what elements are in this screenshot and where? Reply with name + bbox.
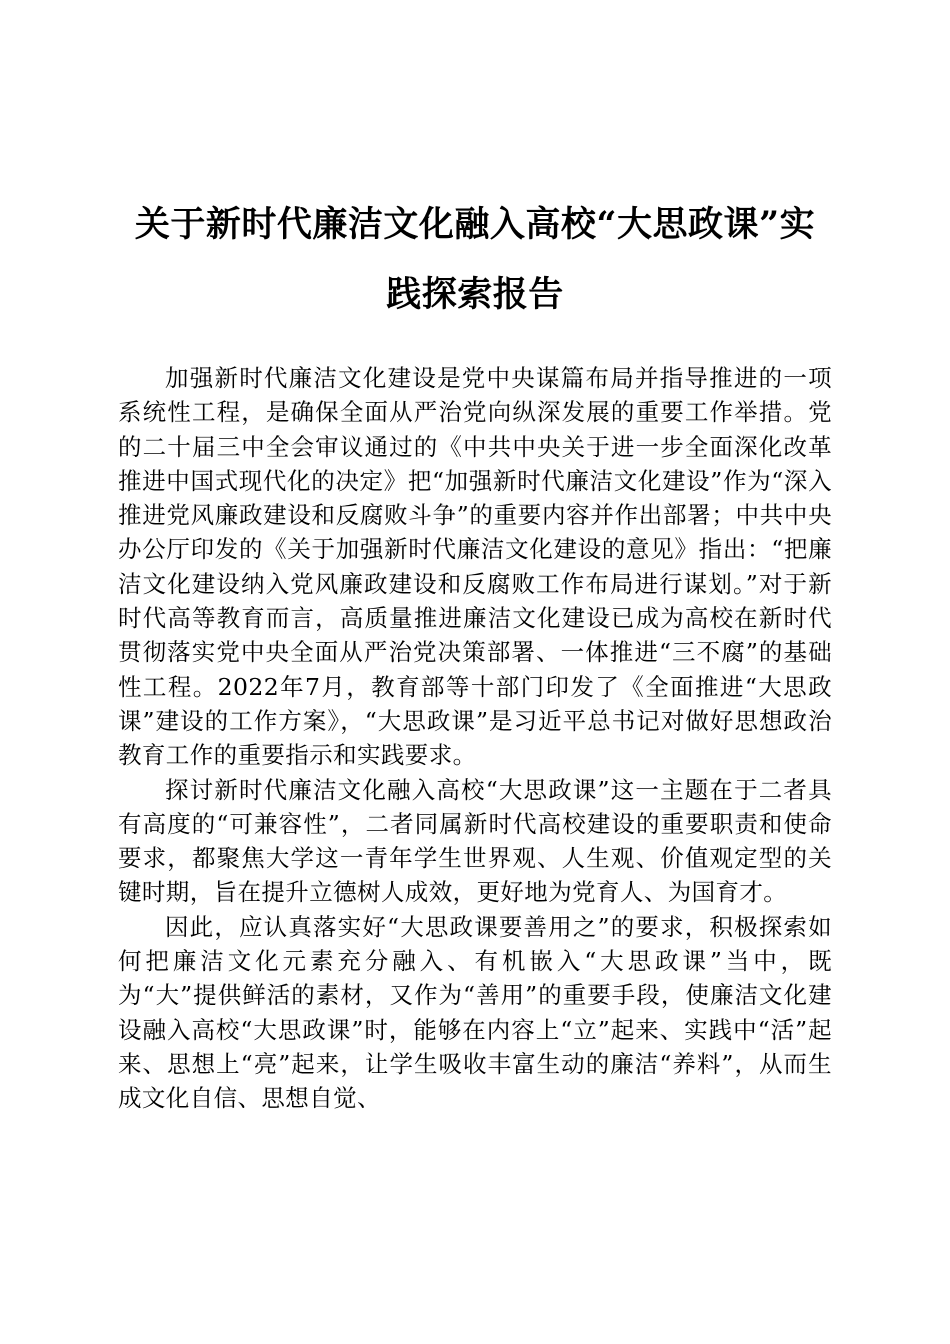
document-body [118,361,832,1116]
paragraph-1: 加强新时代廉洁文化建设是党中央谋篇布局并指导推进的一项系统性工程，是确保全面从严治党向纵深发展的重要工作举措。党的二十届三中全会审议通过的《中共中央关于进一步全面深化改革推进中国式现代化的决定》把“加强新时代廉洁文化建设”作为“深入推进党风廉政建设和反腐败斗争”的重要内容并作出部署；中共中央办公厅印发的《关于加强新时代廉洁文化建设的意见》指出：“把廉洁文化建设纳入党风廉政建设和反腐败工作布局进行谋划。”对于新时代高等教育而言，高质量推进廉洁文化建设已成为高校在新时代贯彻落实党中央全面从严治党决策部署、一体推进“三不腐”的基础性工程。2022年7月，教育部等十部门印发了《全面推进“大思政课”建设的工作方案》，“大思政课”是习近平总书记对做好思想政治教育工作的重要指示和实践要求。 [118,364,832,770]
paragraph-3: 因此，应认真落实好“大思政课要善用之”的要求，积极探索如何把廉洁文化元素充分融入、有机嵌入“大思政课”当中，既为“大”提供鲜活的素材，又作为“善用”的重要手段，使廉洁文化建设融入高校“大思政课”时，能够在内容上“立”起来、实践中“活”起来、思想上“亮”起来，让学生吸收丰富生动的廉洁“养料”，从而生成文化自信、思想自觉、 [118,912,832,1113]
paragraph-2: 探讨新时代廉洁文化融入高校“大思政课”这一主题在于二者具有高度的“可兼容性”，二者同属新时代高校建设的重要职责和使命要求，都聚焦大学这一青年学生世界观、人生观、价值观定型的关键时期，旨在提升立德树人成效，更好地为党育人、为国育才。 [118,775,832,907]
document-title: 关于新时代廉洁文化融入高校“大思政课”实践探索报告 [134,204,816,315]
